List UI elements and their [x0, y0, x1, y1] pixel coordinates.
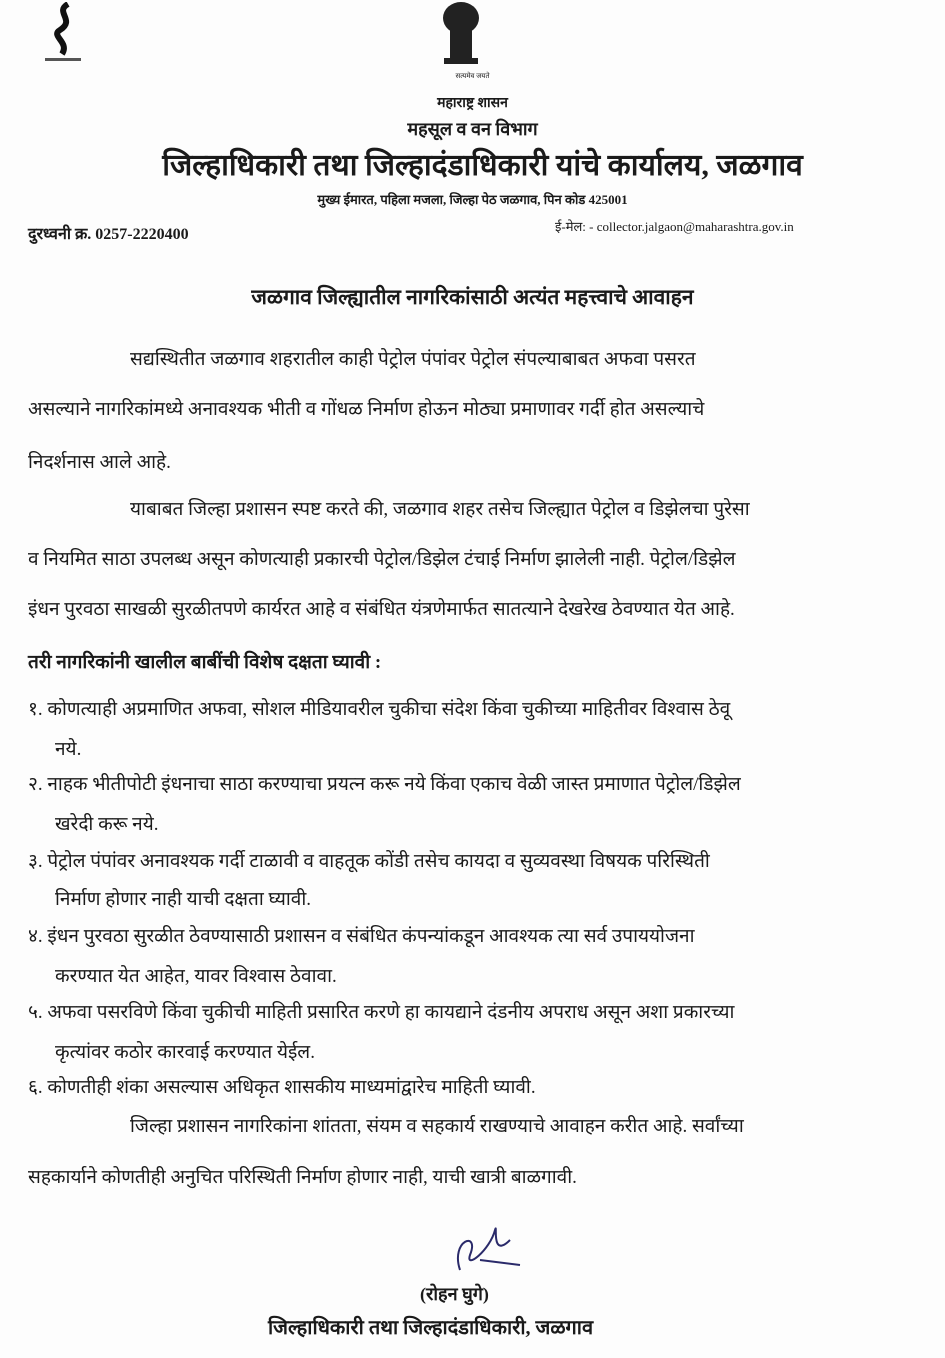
office-name: जिल्हाधिकारी तथा जिल्हादंडाधिकारी यांचे कार्यालय, जळगाव [162, 149, 803, 182]
list-item: २. नाहक भीतीपोटी इंधनाचा साठा करण्याचा प्रयत्न करू नये किंवा एकाच वेळी जास्त प्रमाणात पेट्रोल/डिझेल [28, 774, 741, 795]
list-item-cont: नये. [55, 739, 82, 760]
list-item-cont: कृत्यांवर कठोर कारवाई करण्यात येईल. [55, 1042, 315, 1063]
paragraph-line: निदर्शनास आले आहे. [28, 452, 171, 473]
list-heading: तरी नागरिकांनी खालील बाबींची विशेष दक्षता घ्यावी : [28, 652, 382, 673]
paragraph-line: याबाबत जिल्हा प्रशासन स्पष्ट करते की, जळगाव शहर तसेच जिल्ह्यात पेट्रोल व डिझेलचा पुरेसा [130, 499, 750, 520]
list-item-cont: खरेदी करू नये. [55, 814, 159, 835]
signatory-designation: जिल्हाधिकारी तथा जिल्हादंडाधिकारी, जळगाव [268, 1317, 594, 1339]
office-address: मुख्य ईमारत, पहिला मजला, जिल्हा पेठ जळगाव, पिन कोड 425001 [317, 192, 628, 207]
logo-icon [40, 2, 90, 64]
phone-number: दुरध्वनी क्र. 0257-2220400 [28, 226, 189, 243]
paragraph-line: असल्याने नागरिकांमध्ये अनावश्यक भीती व गोंधळ निर्माण होऊन मोठ्या प्रमाणावर गर्दी होत असल्याचे [28, 399, 705, 420]
list-item: ३. पेट्रोल पंपांवर अनावश्यक गर्दी टाळावी व वाहतूक कोंडी तसेच कायदा व सुव्यवस्था विषयक परिस्थिती [28, 851, 710, 872]
department-name: महसूल व वन विभाग [407, 119, 538, 139]
national-emblem-icon [432, 0, 490, 70]
paragraph-line: सद्यस्थितीत जळगाव शहरातील काही पेट्रोल पंपांवर पेट्रोल संपल्याबाबत अफवा पसरत [130, 349, 696, 370]
govt-name: महाराष्ट्र शासन [437, 96, 508, 111]
list-item-cont: निर्माण होणार नाही याची दक्षता घ्यावी. [55, 889, 312, 910]
list-item: ६. कोणतीही शंका असल्यास अधिकृत शासकीय माध्यमांद्वारेच माहिती घ्यावी. [28, 1077, 536, 1098]
signatory-name: (रोहन घुगे) [420, 1284, 489, 1304]
closing-line: जिल्हा प्रशासन नागरिकांना शांतता, संयम व सहकार्य राखण्याचे आवाहन करीत आहे. सर्वांच्या [130, 1116, 744, 1137]
signature [440, 1210, 530, 1290]
list-item: ५. अफवा पसरविणे किंवा चुकीची माहिती प्रसारित करणे हा कायद्याने दंडनीय अपराध असून अशा प्रकारच्या [28, 1002, 735, 1023]
paragraph-line: इंधन पुरवठा साखळी सुरळीतपणे कार्यरत आहे व संबंधित यंत्रणेमार्फत सातत्याने देखरेख ठेवण्यात येत आहे. [28, 599, 735, 620]
list-item-cont: करण्यात येत आहेत, यावर विश्वास ठेवावा. [55, 966, 337, 987]
email-address: ई-मेल: - collector.jalgaon@maharashtra.gov.in [555, 219, 794, 234]
paragraph-line: व नियमित साठा उपलब्ध असून कोणत्याही प्रकारची पेट्रोल/डिझेल टंचाई निर्माण झालेली नाही. पेट्रोल/डिझेल [28, 549, 736, 570]
emblem-caption: सत्यमेव जयते [455, 72, 490, 80]
list-item: १. कोणत्याही अप्रमाणित अफवा, सोशल मीडियावरील चुकीचा संदेश किंवा चुकीच्या माहितीवर विश्वास ठेवू [28, 699, 731, 720]
list-item: ४. इंधन पुरवठा सुरळीत ठेवण्यासाठी प्रशासन व संबंधित कंपन्यांकडून आवश्यक त्या सर्व उपाययोजना [28, 926, 695, 947]
closing-line: सहकार्याने कोणतीही अनुचित परिस्थिती निर्माण होणार नाही, याची खात्री बाळगावी. [28, 1167, 577, 1188]
notice-title: जळगाव जिल्ह्यातील नागरिकांसाठी अत्यंत महत्त्वाचे आवाहन [251, 285, 694, 309]
